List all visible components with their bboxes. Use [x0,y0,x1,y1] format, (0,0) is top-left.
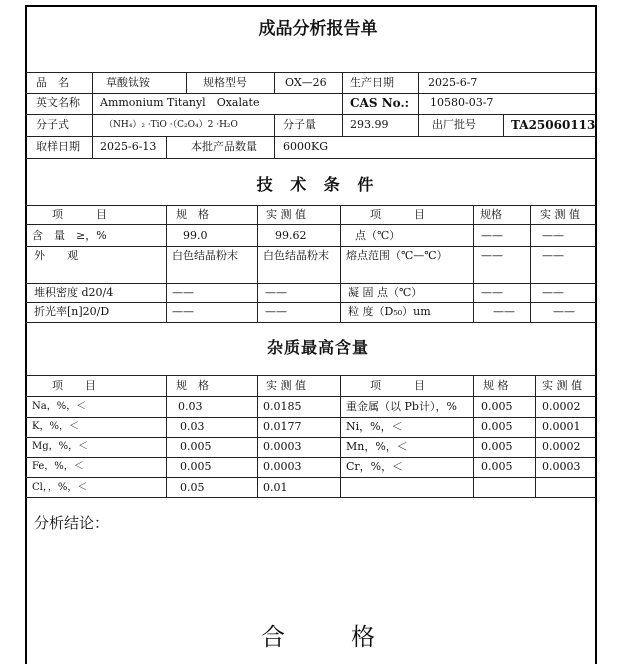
tech-cell: 点（℃） [355,229,401,242]
spec-value: OX—26 [285,76,327,89]
rule [26,72,596,73]
impurity-cell: Cl，，%，＜ [32,482,88,493]
impurity-header: 实 测 值 [266,379,306,392]
impurity-cell: 重金属（以 Pb计），% [346,400,457,413]
rule [26,114,596,115]
tech-header: 项 目 [52,208,107,221]
rule [26,437,596,438]
rule [274,114,275,136]
sample-date-label: 取样日期 [36,140,80,153]
tech-cell: 粒 度（D₅₀）um [348,305,431,318]
tech-cell: 凝 固 点（℃） [348,286,423,299]
tech-section-title: 技 术 条 件 [256,175,380,194]
molecular-weight-label: 分子量 [283,118,316,131]
molecular-weight-value: 293.99 [350,118,389,131]
tech-cell: 白色结晶粉末 [263,249,329,262]
tech-cell: 99.62 [275,229,307,242]
impurity-cell: 0.005 [481,420,513,433]
impurity-cell: Mn，%，＜ [346,440,408,453]
spec-label: 规格型号 [203,76,247,89]
batch-value: TA25060113 [511,118,596,132]
tech-cell: —— [172,286,194,299]
rule [26,375,596,376]
report-title: 成品分析报告单 [258,19,378,39]
rule [473,375,474,497]
tech-header: 实 测 值 [540,208,580,221]
tech-cell: —— [265,286,287,299]
english-name-label: 英文名称 [36,96,80,109]
rule [26,417,596,418]
rule [26,477,596,478]
impurity-cell: 0.03 [180,420,205,433]
impurity-cell: 0.005 [180,460,212,473]
tech-cell: —— [542,229,564,242]
rule [26,283,596,284]
rule [166,136,167,158]
rule [26,205,596,206]
rule [26,246,596,247]
tech-cell: 堆积密度 d20/4 [34,286,114,299]
rule [26,158,596,159]
rule [26,497,596,498]
rule [26,322,596,323]
rule [166,205,167,322]
impurity-cell: 0.0002 [542,440,581,453]
rule [340,205,341,322]
conclusion-result-char: 合 [261,623,285,651]
tech-header: 项 目 [370,208,425,221]
rule [274,72,275,93]
rule [342,72,343,136]
sample-date-value: 2025-6-13 [100,140,157,153]
tech-cell: —— [481,286,503,299]
impurity-cell: Ni，%，＜ [346,420,403,433]
tech-cell: —— [172,305,194,318]
tech-cell: 外 观 [34,249,78,262]
impurity-cell: 0.005 [481,400,513,413]
rule [418,72,419,136]
product-name-value: 草酸钛铵 [106,76,150,89]
rule [26,136,596,137]
rule [26,396,596,397]
impurity-header: 项 目 [52,379,96,392]
rule [26,93,596,94]
batch-quantity-value: 6000KG [283,140,328,153]
impurity-cell: 0.005 [481,460,513,473]
production-date-value: 2025-6-7 [428,76,478,89]
tech-cell: —— [542,249,564,262]
tech-header: 实 测 值 [266,208,306,221]
impurity-cell: K，%，＜ [32,421,79,432]
impurity-cell: 0.03 [178,400,203,413]
rule [26,302,596,303]
impurity-cell: 0.05 [180,481,205,494]
tech-header: 规 格 [176,208,209,221]
conclusion-result-char: 格 [351,623,375,651]
production-date-label: 生产日期 [350,76,394,89]
tech-cell: 含 量 ≥，% [32,229,107,242]
conclusion-label: 分析结论： [34,514,110,532]
rule [26,457,596,458]
tech-cell: —— [493,305,515,318]
impurity-cell: 0.005 [481,440,513,453]
impurity-cell: 0.0003 [542,460,581,473]
rule [26,224,596,225]
batch-quantity-label: 本批产品数量 [191,140,257,153]
impurity-header: 规 格 [483,379,509,392]
tech-cell: —— [481,249,503,262]
rule [92,72,93,158]
formula-label: 分子式 [36,118,69,131]
tech-cell: 白色结晶粉末 [172,249,238,262]
rule [257,375,258,497]
tech-cell: 折光率[n]20/D [34,305,110,318]
impurity-cell: 0.0185 [263,400,302,413]
rule [257,205,258,322]
tech-cell: —— [553,305,575,318]
tech-cell: 熔点范围（℃—℃） [346,249,448,262]
impurity-cell: Mg，%，＜ [32,441,89,452]
tech-header: 规格 [480,208,502,221]
impurity-cell: 0.0002 [542,400,581,413]
impurity-cell: 0.0003 [263,460,302,473]
rule [186,72,187,93]
impurity-cell: 0.0003 [263,440,302,453]
impurity-cell: 0.0001 [542,420,581,433]
batch-label: 出厂批号 [432,118,476,131]
impurity-cell: Cr，%，＜ [346,460,404,473]
cas-label: CAS No.: [350,96,410,110]
rule [340,375,341,497]
product-name-label: 品 名 [36,76,69,89]
impurity-section-title: 杂质最高含量 [266,338,369,357]
impurity-cell: Na，%，＜ [32,401,87,412]
impurity-header: 规 格 [176,379,209,392]
impurity-cell: 0.01 [263,481,288,494]
rule [473,205,474,322]
conclusion-result [0,617,636,652]
cas-value: 10580-03-7 [430,96,494,109]
tech-cell: —— [481,229,503,242]
tech-cell: —— [265,305,287,318]
rule [166,375,167,497]
rule [503,114,504,136]
impurity-header: 实 测 值 [542,379,582,392]
rule [535,375,536,497]
english-name-value: Ammonium Titanyl Oxalate [100,96,260,109]
impurity-cell: Fe，%，＜ [32,461,84,472]
tech-cell: 99.0 [183,229,208,242]
tech-cell: —— [542,286,564,299]
rule [530,205,531,322]
rule [274,136,275,158]
formula-value: （NH₄）₂ ·TiO ·（C₂O₄）2 ·H₂O [104,120,238,130]
impurity-cell: 0.005 [180,440,212,453]
impurity-cell: 0.0177 [263,420,302,433]
impurity-header: 项 目 [370,379,425,392]
